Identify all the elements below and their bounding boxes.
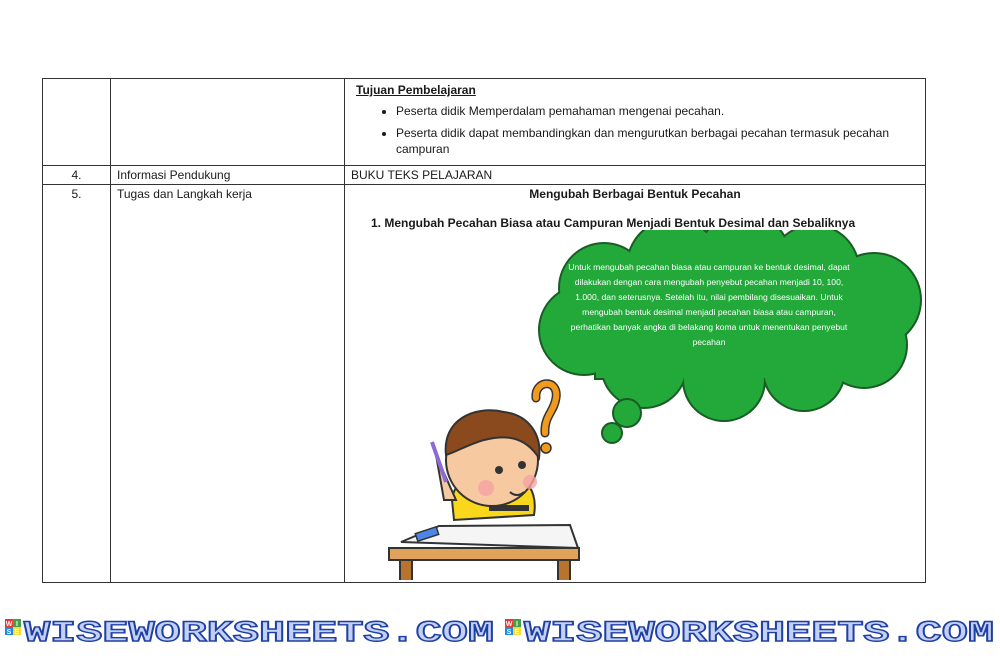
svg-text:E: E: [14, 629, 20, 636]
row-label: [111, 79, 345, 166]
brand-text: WISEWORKSHEETS.COM: [524, 617, 994, 651]
wise-badge-icon: [505, 619, 521, 636]
worksheet-table: [42, 78, 926, 583]
list-item: • Peserta didik Memperdalam pemahaman mengenai pecahan.: [396, 103, 919, 119]
row-label: Informasi Pendukung: [111, 166, 345, 185]
learning-objectives-title: Tujuan Pembelajaran: [356, 83, 476, 97]
step-heading: 1. Mengubah Pecahan Biasa atau Campuran Menjadi Bentuk Desimal dan Sebaliknya: [371, 216, 856, 230]
row-content: [345, 185, 926, 583]
cloud-text: Untuk mengubah pecahan biasa atau campuran ke bentuk desimal, dapat dilakukan dengan cara mengubah penyebut pecahan menjadi 10, 100, 1.000, dan seterusnya. Setelah itu, nilai pembilang disesuaikan. Untuk mengubah bentuk desimal menjadi pecahan biasa atau campuran, perhatikan banyak angka di belakang koma untuk menentukan penyebut pecahan: [568, 262, 850, 347]
table-row: [43, 79, 926, 166]
row-number: 4.: [43, 166, 111, 185]
svg-text:W: W: [5, 621, 13, 628]
svg-text:I: I: [16, 621, 18, 628]
illustration-area: [351, 230, 919, 580]
svg-text:S: S: [506, 629, 512, 636]
svg-text:E: E: [514, 629, 520, 636]
svg-text:W: W: [505, 621, 513, 628]
row-number: 5.: [43, 185, 111, 583]
table-row: [43, 185, 926, 583]
svg-text:S: S: [6, 629, 12, 636]
objectives-list: [351, 103, 919, 157]
row-number: [43, 79, 111, 166]
wise-badge-icon: [5, 619, 21, 636]
footer-watermark: [0, 605, 1000, 653]
table-row: [43, 166, 926, 185]
row-label: Tugas dan Langkah kerja: [111, 185, 345, 583]
section-title: Mengubah Berbagai Bentuk Pecahan: [529, 187, 741, 201]
row-content: BUKU TEKS PELAJARAN: [345, 166, 926, 185]
boy-illustration: [432, 410, 539, 520]
row-content: [345, 79, 926, 166]
list-item: • Peserta didik dapat membandingkan dan mengurutkan berbagai pecahan termasuk pecahan campuran: [396, 125, 919, 157]
wiseworksheets-logo: [0, 605, 1000, 653]
desk: [389, 525, 579, 580]
brand-text: WISEWORKSHEETS.COM: [24, 617, 494, 651]
svg-text:I: I: [516, 621, 518, 628]
